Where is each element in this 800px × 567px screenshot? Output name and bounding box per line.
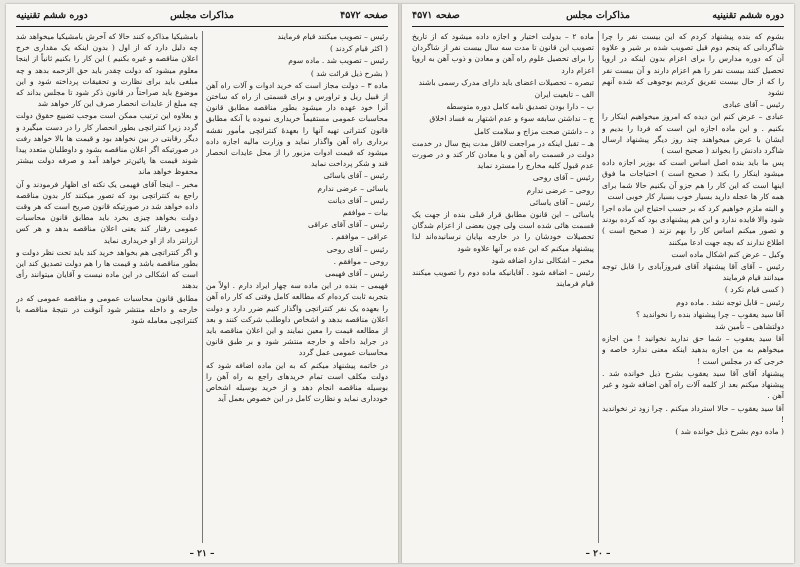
paragraph: رئیس – آقای روحی (532, 173, 594, 183)
paragraph: آقا سید یعقوب – حالا استرداد میکنم . چرا زود تر نخواندید ! (602, 403, 784, 424)
paragraph: بیات – موافقم (342, 208, 388, 218)
paragraph: رئیس – تصویب میکنند قیام فرمایند (277, 32, 388, 41)
paragraph: ماده ۲ – بدولت اختیار و اجازه داده میشود که از تاریخ تصویب این قانون تا مدت سه سال بیست نفر از شاگردان را برای تحصیل علوم راه آهن و معادن و ذوب آهن به اروپا اعزام دارد (412, 32, 594, 75)
right-page-left-column (412, 31, 594, 543)
paragraph: ج – نداشتن سابقه سوء و عدم اشتهار به فساد اخلاق (429, 114, 594, 124)
paragraph: رئیس – قابل توجه نشد . ماده دوم (676, 297, 784, 307)
paragraph: ب – دارا بودن تصدیق نامه کامل دوره متوسطه (446, 102, 594, 112)
left-page-header-rule (16, 26, 388, 27)
paragraph: ( کسی قیام نکرد ) (724, 285, 784, 295)
left-page-columns (16, 31, 388, 543)
paragraph: روحی – موافقم . (333, 256, 388, 266)
paragraph: مطابق قانون محاسبات عمومی و مناقصه عمومی که در خارجه و داخله منتشر شود آنوقت در نتیجهٔ مناقصه با کنتراتچی معامله شود (16, 293, 198, 326)
paragraph: ( اکثر قیام کردند ) (329, 44, 388, 54)
paragraph: و بعلاوه این ترتیب ممکن است موجب تضییع حقوق دولت گردد زیرا کنتراتچی بطور انحصار کار را در دست میگیرد و دیگر رقابتی در بین نخواهد بود و قیمت ها بالا خواهد رفت در صورتیکه اگر اعلان مناقصه بشود و داوطلبان متعدد پیدا شوند قیمت ها پائین‌تر خواهد آمد و صرفه دولت بیشتر محفوظ خواهد ماند (16, 111, 198, 177)
paragraph: رئیس – آقای دیانت (327, 195, 388, 205)
paragraph: در خاتمه پیشنهاد میکنم که به این ماده اضافه شود که دولت مکلف است تمام خریدهای راجع به راه آهن را بوسیله مناقصه انجام دهد و از خرید بوسیله اشخاص خودداری نماید و نظارت کامل در این خصوص بعمل آید (206, 360, 388, 404)
paragraph: رئیس – آقای آقا پیشنهاد آقای فیروزآبادی را قابل توجه میدانند قیام فرمایند (602, 262, 784, 283)
left-page-right-column (206, 31, 388, 543)
paragraph: رئیس – آقای عبادی (722, 100, 784, 110)
paragraph: رئیس – آقای آقای عراقی (308, 220, 388, 230)
paragraph: پس ما باید بنده اصل اساس است که بوزیر اجازه داده میشود اینکار را بکند ( صحیح است ) احتیاجات ما فوق اینها است که این کار را هم جزو آن بکنیم حالا شما برای همه کار ها عجله دارید بسیار خوب بسیار کار خوبی است (602, 158, 784, 201)
left-page-folio: – ۲۱ – (189, 549, 215, 559)
paragraph: عبادی – عرض کنم این دیده که امروز میخواهیم اینکار را بکنیم . و این ماده اجازه این است که فردا را بدیم و ایشان با عرض میخواهند چند روز دیگر پیشنهاد ارسال شاگرد دادنش را بخواند ( صحیح است ) (602, 112, 784, 156)
paragraph: و اگر کنتراتچی هم بخواهد خرید کند باید تحت نظر دولت و بطور مناقصه باشد و قیمت ها را هم دولت تصدیق کند این است که اشکالی در این ماده نیست و آقایان میتوانند رأی بدهند (16, 247, 198, 291)
right-page-page-label: صفحه ۴۵۷۱ (412, 10, 460, 21)
paragraph: فهیمی – بنده در این ماده سه چهار ایراد دارم . اولاً من بتجربه ثابت کرده‌ام که مطالعه کامل وقتی که کار راه آهن را بعهده یک نفر کنتراتچی واگذار کنیم ضرر دارد و دولت اعلان مناقصه بدهد و اشخاص داوطلب شرکت کنند و بعد از مطالعه قیمت را معین نمایند و این اعلان مناقصه باید در جراید داخله و خارجه منتشر شود و بر طبق قانون محاسبات عمومی عمل گردد (206, 281, 388, 358)
left-page-title: مذاکرات مجلس (170, 10, 234, 21)
paragraph: تبصره – تحصیلات اعضای باید دارای مدرک رسمی باشند (418, 77, 594, 87)
paragraph: وکیل – عرض کنم اشکال ماده است (671, 249, 784, 259)
paragraph: و البته ملزم خواهیم کرد که بر حسب احتیاج این ماده اجرا شود والا فایده ندارد و این هم پیشنهادی بود که کرده بودند و تصور میکنم اساس کار را بهم نزند ( صحیح است ) اطلاع ندارند که بچه جهت ادعا میکنند (602, 204, 784, 247)
paragraph: بامشیکیا مذاکره کنند حالا که آخرش بامشیکیا میخواهد شد چه دلیل دارد که از اول ( بدون اینکه یک مقداری خرج اعلان مناقصه و غیره بکنیم ) این کار را بکنیم ثانیاً از اینجا معلوم میشود که دولت چقدر باید حق الزحمه بدهد و چه مبلغی باید برای نظارت و تحقیقات پرداخته شود و این موضوع باید صراحتاً در قانون ذکر شود تا مجلس بداند که چه مبلغ از عایدات انحصار صرف این کار خواهد شد (16, 32, 198, 109)
right-page-columns (412, 31, 784, 543)
paragraph: ( بشرح ذیل قرائت شد ) (310, 68, 388, 78)
paragraph: رئیس – آقای روحی (326, 244, 388, 254)
paragraph: ماده ۳ – دولت مجاز است که خرید ادوات و آلات راه آهن از قبیل ریل و تراورس و برای قسمتی از راه که ساختن آنرا خود عهده دار میشود بطور مناقصه مطابق قانون محاسبات عمومی مستقیماً خریداری نموده یا آنکه مطابق قانون کنتراتی تهیه آنها را بعهدهٔ کنتراتچی مأمور نقشه برداری راه آهن واگذار نماید و وزارت مالیه اجازه داده میشود که قیمت ادوات مزبور را از محل عایدات انحصار قند و شکر پرداخت نماید (206, 80, 388, 169)
left-page (6, 4, 398, 563)
paragraph: رئیس – آقای یاسائی (529, 197, 594, 207)
right-page-right-column (602, 31, 784, 543)
left-page-left-column (16, 31, 198, 543)
paragraph: دولتشاهی – تأمین شد (714, 322, 784, 332)
paragraph: رئیس – تصویب شد . ماده سوم (288, 56, 388, 66)
left-page-header (16, 10, 388, 26)
paragraph: هـ – تقبل اینکه در مراجعت لااقل مدت پنج سال در خدمت دولت در قسمت راه آهن و یا معادن کار کند و در صورت عدم قبول کلیه مخارج را مسترد نماید (412, 138, 594, 171)
right-page-folio: – ۲۰ – (585, 549, 611, 559)
paragraph: یاسائی – این قانون مطابق قرار قبلی بنده از جهت یک قسمت هائی شده است ولی چون بعضی از اعزام شدگان تحصیلات خودشان را در خارجه بپایان نرسانیده‌اند لذا پیشنهاد میکنم که این عده بر آنها علاوه شود (412, 210, 594, 253)
left-page-page-label: صفحه ۴۵۷۲ (340, 10, 388, 21)
paragraph: آقا سید یعقوب – شما حق ندارید نخوانید ! من اجازه میخواهم به من اجازه بدهید اینکه معنی ندارد خاصه و خرجی که در مجلس است ! (602, 334, 784, 366)
paragraph: پیشنهاد آقای آقا سید یعقوب بشرح ذیل خوانده شد . پیشنهاد میکنم بعد از کلمه آلات راه آهن اضافه شود و غیر آهن . (602, 368, 784, 401)
paragraph: ( ماده دوم بشرح ذیل خوانده شد ) (675, 426, 784, 436)
paragraph: د – داشتن صحت مزاج و سلامت کامل (474, 126, 594, 136)
paragraph: مخبر – اشکالی ندارد اضافه شود (491, 255, 594, 265)
paragraph: عراقی – موافقم . (331, 232, 388, 242)
paragraph: رئیس – آقای فهیمی (325, 269, 388, 279)
right-page-session: دوره ششم تقنینیه (712, 10, 784, 21)
paragraph: الف – تابعیت ایران (534, 90, 594, 100)
paragraph: رئیس – آقای یاسائی (323, 171, 388, 181)
paragraph: رئیس – اضافه شود . آقایانیکه ماده دوم را تصویب میکنند قیام فرمایند (412, 268, 594, 289)
right-page-header (412, 10, 784, 26)
left-page-session: دوره ششم تقنینیه (16, 10, 88, 21)
right-page-header-rule (412, 26, 784, 27)
book-spread (6, 4, 794, 563)
right-page (402, 4, 794, 563)
right-page-title: مذاکرات مجلس (566, 10, 630, 21)
paragraph: آقا سید یعقوب – چرا پیشنهاد بنده را نخواندید ؟ (636, 309, 784, 319)
paragraph: مخبر – اینجا آقای فهیمی یک نکته ای اظهار فرمودند و آن راجع به کنتراتچی بود که تصور میکنند کار بدون مناقصه داده خواهد شد در صورتیکه قانون صریح است که هر وقت دولت بخواهد چیزی بخرد باید مطابق قانون محاسبات عمومی رفتار کند یعنی اعلان مناقصه بدهد و هر کس ارزانتر داد از او خریداری نماید (16, 179, 198, 245)
paragraph: روحی – عرضی ندارم (526, 185, 594, 195)
paragraph: یاسائی – عرضی ندارم (317, 183, 388, 193)
paragraph: بشوم که بنده پیشنهاد کردم که این بیست نفر را چرا شاگردانی که پنجم دوم قبل تصویب شده بر شیر و علاوه آن که دوره مدارس را برای اعزام بدون اینکه در اروپا تحصیل کنند بیست نفر را هم اعزام دارند و آن بیست نفر را که از حال بیست تفریق کردیم بوجوهی که شده آنهم نشود (602, 32, 784, 98)
